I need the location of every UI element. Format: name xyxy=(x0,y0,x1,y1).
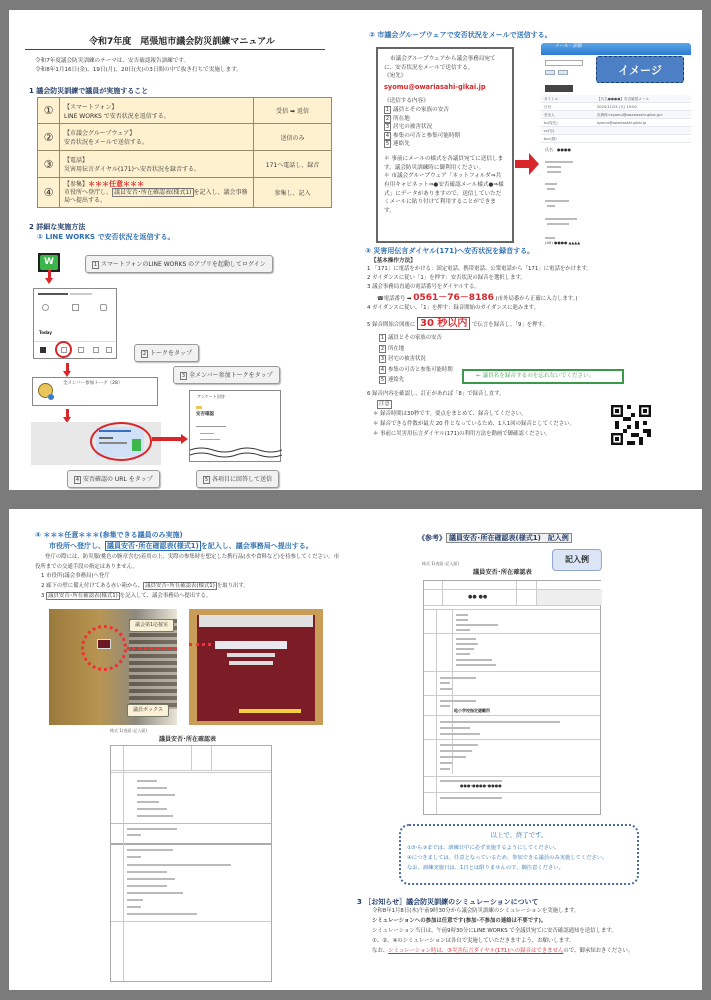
item-number: 5 xyxy=(385,141,390,148)
mail-field-label: 差出人 xyxy=(544,113,555,117)
task-action: 参集し、記入 xyxy=(254,178,332,208)
survey-header: アンケート回答 xyxy=(197,394,225,399)
task-label: 【電話】 xyxy=(64,157,89,164)
mail-field-value: 【氏名●●●●】安否確認メール xyxy=(597,97,650,101)
item-number: 2 xyxy=(385,115,390,122)
room-label: 議会第1応接室 xyxy=(129,619,174,632)
mail-instructions-box xyxy=(376,47,514,243)
mail-body-name: 氏名：●●●● xyxy=(545,147,571,152)
content-item xyxy=(384,132,506,141)
arrow-down-icon xyxy=(45,278,53,284)
task-number: ② xyxy=(38,124,60,151)
sim-text: なお、 xyxy=(372,948,389,954)
arrow-right-shaft xyxy=(152,437,182,441)
task-text: LINE WORKS で安否状況を返信する。 xyxy=(64,112,170,120)
task-row xyxy=(38,124,332,151)
record-item-text: 所在地 xyxy=(388,345,405,352)
content-item-text: 所在地 xyxy=(393,115,410,122)
step-5-callout xyxy=(196,470,279,488)
record-item-text: 議員とその家族の安否 xyxy=(388,335,442,341)
op-5-text: 5 録音開始合図後に xyxy=(367,322,416,328)
task-action: 送信のみ xyxy=(254,124,332,151)
item-number: 5 xyxy=(380,377,385,384)
sim-text: ので、御承知おきください。 xyxy=(563,948,634,954)
end-line: なお、訓練実施日は、1日とは限りませんので、御注意ください。 xyxy=(407,865,564,872)
step-number: 1 xyxy=(93,262,98,268)
contents-label: 《送信する内容》 xyxy=(384,98,429,105)
step-2-callout xyxy=(134,344,199,362)
op-6: 6 録音内容を確認し、訂正があれば「8」で録音し直す。 xyxy=(367,391,505,397)
step-text: スマートフォンのLINE WORKS のアプリを起動してログイン xyxy=(101,261,266,268)
form-title: 議員安否･所在確認表 xyxy=(473,569,532,576)
intro-line-1: 令和7年度議会防災訓練のテーマは、安否確認報告訓練です。 xyxy=(35,58,190,64)
end-line: ④につきましては、任意となっているため、参加できる議員のみ実施してください。 xyxy=(407,855,608,862)
item-number: 3 xyxy=(385,124,390,131)
task-text: 市役所へ登庁し、 xyxy=(64,189,113,197)
step-text: 安否確認の URL をタップ xyxy=(83,476,153,483)
sim-line-3: シミュレーション当日は、午前9時30分にLINE WORKS で全議員宛てに安否確認通知を送信します。 xyxy=(372,928,617,934)
section3-heading: 3 ［お知らせ］議会防災訓練のシミュレーションについて xyxy=(357,898,539,906)
attendance-paragraph: 登庁の際には、防災服(桃色の腕章含む)着用の上、実際の参集時を想定した携行品(水や食料など)を持参してください。市役所までの交通手段の指定はありません。 xyxy=(35,554,340,570)
content-item xyxy=(384,106,506,115)
content-item xyxy=(384,115,506,124)
step-number: 3 xyxy=(181,373,186,379)
sim-warning: シミュレーション時は、③災害伝言ダイヤル(171)への録音はできません xyxy=(388,948,564,954)
caution-1: ＊ 録音時間は30秒です。要点をまとめて、録音してください。 xyxy=(373,411,527,417)
page-4 xyxy=(355,509,702,990)
mail-note: ＊ 事前にメールの様式を各議員宛てに送信します。議会防災訓練時に御利用ください。 xyxy=(384,156,504,171)
task-row xyxy=(38,178,332,208)
form-phone-value: ●●●-●●●●-●●●● xyxy=(460,783,502,788)
task-action: 171へ電話し、録音 xyxy=(254,151,332,178)
content-item-text: 参集の可否と参集可能時期 xyxy=(393,132,461,139)
form-caption: 様式 1(表面･記入面) xyxy=(110,728,147,733)
phone-note: (市外局番から正確に入力します。) xyxy=(495,296,578,302)
step-4-callout xyxy=(67,470,160,488)
task-number: ④ xyxy=(38,178,60,208)
mail-header-row xyxy=(541,103,691,111)
phone-number: 0561－76－8186 xyxy=(413,293,494,303)
reminder-box: ← 議員名を録音するのを忘れないでください。 xyxy=(462,369,624,384)
doc-title: 令和7年度 尾張旭市議会防災訓練マニュアル xyxy=(89,37,275,47)
mail-field-label: cc(写) xyxy=(544,129,555,133)
form-caption: 様式 1(表面･記入面) xyxy=(422,561,459,566)
sim-line-5 xyxy=(372,948,633,956)
task-row xyxy=(38,98,332,124)
end-note-box xyxy=(399,824,639,885)
basic-ops-label: 【基本操作方法】 xyxy=(371,258,416,264)
content-item-text: 居宅の被害状況 xyxy=(393,124,433,131)
record-item xyxy=(379,344,453,355)
content-item xyxy=(384,140,506,149)
op-3: 3 議会事務局直通の電話番号をダイヤルする。 xyxy=(367,284,480,290)
content-item-text: 連絡先 xyxy=(393,141,410,148)
mail-field-label: to(宛先) xyxy=(544,121,558,125)
step-number: 5 xyxy=(204,477,209,483)
step-text: 各項目に回答して送信 xyxy=(212,476,273,483)
item-number: 4 xyxy=(380,366,385,373)
mailbox-photo xyxy=(189,609,323,725)
step-text: トークをタップ xyxy=(150,350,193,357)
page-2 xyxy=(355,10,702,490)
sim-line-1: 令和8年1月8日(木)午前9時30分から議会防災訓練のシミュレーションを実施します。 xyxy=(372,908,580,914)
form-name-box: 議員安否･所在確認表(様式1) xyxy=(145,583,215,589)
sub4-text: を記入し、議会事務局へ提出する。 xyxy=(200,542,313,550)
mail-header-row xyxy=(541,135,691,143)
talk-tab-highlight xyxy=(55,341,72,358)
blank-form xyxy=(110,745,272,982)
record-items xyxy=(379,333,453,386)
to-label: 《宛先》 xyxy=(384,73,407,80)
talk-room-item xyxy=(32,377,158,406)
mail-field-label: bcc(隠) xyxy=(544,137,557,141)
reference-form-name: 議員安否･所在確認表(様式1) 記入例 xyxy=(446,533,572,543)
chat-message-screenshot xyxy=(31,422,161,465)
phone-label: ☎電話番号 ➡ xyxy=(377,296,412,302)
task-desc xyxy=(60,98,254,124)
mail-screenshot xyxy=(541,43,699,273)
survey-screenshot xyxy=(189,390,281,462)
caution-label: 注意 xyxy=(379,401,390,407)
form-name-box: 議員安否･所在確認表(様式1) xyxy=(107,542,199,550)
intro-line-2: 令和8年1月16日(金)、19日(月)、20日(火)の3日間の中で抜き打ちで実施します。 xyxy=(35,67,242,73)
title-underline xyxy=(25,49,325,50)
sub4-line xyxy=(49,541,313,551)
op-1: 1 「171」に電話をかける：固定電話、携帯電話、公衆電話から「171」に電話をかけます。 xyxy=(367,266,592,272)
mail-header-row xyxy=(541,111,691,119)
step-2: 2 廊下の壁に備え付けてある赤い箱から、 議員安否･所在確認表(様式1) を取り出す。 xyxy=(41,583,249,589)
record-item xyxy=(379,365,453,376)
sim-line-4: ①、②、④のシミュレーションは各自で実施していただきますよう、お願いします。 xyxy=(372,938,575,944)
sub3-heading: ③ 災害用伝言ダイヤル(171)へ安否状況を録音する。 xyxy=(365,247,535,255)
record-item-text: 参集の可否と参集可能時期 xyxy=(388,366,453,373)
task-number: ① xyxy=(38,98,60,124)
end-line: ①から③までは、訓練日中に必ず実施するようにしてください。 xyxy=(407,845,560,852)
caution-3: ＊ 事前に災害用伝言ダイヤル(171)の利用方法を動画で御確認ください。 xyxy=(373,431,551,437)
step-number: 4 xyxy=(75,477,80,483)
task-desc xyxy=(60,124,254,151)
today-label: Today xyxy=(39,330,52,335)
end-title: 以上で、終了です。 xyxy=(490,831,548,839)
mail-window-titlebar xyxy=(541,43,691,55)
hallway-photo xyxy=(49,609,177,725)
mail-field-value: 2025/11/25 (火) 15:00 xyxy=(597,105,637,109)
task-row xyxy=(38,151,332,178)
step-text: 全メンバー参加トークをタップ xyxy=(189,372,273,379)
item-number: 4 xyxy=(385,132,390,139)
sub2-heading: ② 市議会グループウェアで安否状況をメールで送信する。 xyxy=(369,31,552,39)
task-desc xyxy=(60,178,254,208)
mail-field-value: syomu@owariasahi-gikai.jp xyxy=(597,121,647,125)
mail-intro: 市議会グループウェアから議会事務局宛てに、安否状況をメールで送信する。 xyxy=(384,56,496,71)
task-text: を記入し、議会事務局へ提出する。 xyxy=(64,189,248,204)
step-3-callout xyxy=(173,366,280,384)
item-number: 3 xyxy=(380,356,385,363)
form-name-value: ●● ●● xyxy=(468,594,488,600)
caution-2: ＊ 録音できる件数が最大 20 件となっているため、1人1回の録音としてください。 xyxy=(373,421,575,427)
sub1-heading: ① LINE WORKS で安否状況を返信する。 xyxy=(37,233,175,241)
form-name-box: 議員安否･所在確認表(様式1) xyxy=(48,593,118,599)
item-number: 2 xyxy=(380,345,385,352)
wavy-cut-icon xyxy=(190,446,282,460)
page-3 xyxy=(9,509,355,990)
op-5-text: で伝言を録音し、「9」を押す。 xyxy=(472,322,548,328)
arrow-right-icon xyxy=(529,153,539,175)
talk-name: 全メンバー参加トーク（28） xyxy=(63,381,123,386)
mail-note: ＊ 市議会グループウェア「ネットフォルダ⇒共有用キャビネット⇒●安否確認メール様式●⇒様式」にデータがありますので、送信していただくメールに貼り付けて利用することができます。 xyxy=(384,173,504,215)
sub4-heading: ④ ＊＊＊任意＊＊＊(参集できる議員のみ実施) xyxy=(35,531,183,539)
content-item xyxy=(384,123,506,132)
step-1-callout xyxy=(85,255,273,273)
sub4-text: 市役所へ登庁し、 xyxy=(49,542,105,550)
sample-form xyxy=(423,580,601,815)
task-action: 受信 ➡ 返信 xyxy=(254,98,332,124)
task-desc xyxy=(60,151,254,178)
step-number: 2 xyxy=(142,351,147,357)
mail-window-title: メール - 詳細 xyxy=(555,44,582,49)
item-number: 1 xyxy=(380,335,385,341)
time-limit-highlight: 30 秒以内 xyxy=(417,317,470,330)
reference-heading xyxy=(418,533,572,543)
app-icon-letter: W xyxy=(40,255,58,270)
task-number: ③ xyxy=(38,151,60,178)
qr-code-icon[interactable] xyxy=(611,405,651,445)
task-label: 【市議会グループウェア】 xyxy=(64,130,136,137)
mail-body-phone: (00) ●●●● ▲▲▲▲ xyxy=(545,240,581,245)
step-3: 3 議員安否･所在確認表(様式1) を記入して、議会事務局へ提出する。 xyxy=(41,593,212,599)
reference-prefix: 《参考》 xyxy=(418,534,446,542)
mail-field-label: タイトル xyxy=(544,97,559,101)
record-item xyxy=(379,375,453,386)
task-text: 安否状況をメールで送信する。 xyxy=(64,139,148,146)
record-item xyxy=(379,333,453,344)
sample-badge: 記入例 xyxy=(552,549,602,571)
form-title: 議員安否･所在確認表 xyxy=(159,736,217,743)
destination-email: syomu@owariasahi-gikai.jp xyxy=(384,82,486,91)
survey-title: 安否確認 xyxy=(196,412,214,417)
op-2: 2 ガイダンスに従い「1」を押す：安否状況の録音を選択します。 xyxy=(367,275,526,281)
task-table xyxy=(37,97,332,208)
op-4: 4 ガイダンスに従い、「1」を押す：録音開始のガイダンスに進みます。 xyxy=(367,305,540,311)
section2-heading: 2 詳細な実施方法 xyxy=(29,223,86,231)
sim-line-2: シミュレーションへの参加は任意です(参加･不参加の連絡は不要です)。 xyxy=(372,918,547,924)
task-label: 【スマートフォン】 xyxy=(64,103,118,111)
optional-mark: ＊＊＊任意＊＊＊ xyxy=(88,180,145,188)
form-name-box: 議員安否･所在確認表(様式1) xyxy=(114,189,192,197)
image-badge: イメージ xyxy=(596,56,684,83)
mail-field-value: 庶務係<syomu@owariasahi-gikai.jp> xyxy=(597,113,663,117)
record-item-text: 連絡先 xyxy=(388,377,405,384)
box-label: 議員ボックス xyxy=(127,704,169,717)
mail-header-row xyxy=(541,95,691,103)
page-1 xyxy=(9,10,355,490)
item-number: 1 xyxy=(385,106,390,113)
section1-heading: 1 議会防災訓練で議員が実施すること xyxy=(29,87,149,95)
task-label: 【参集】 xyxy=(64,181,89,188)
record-item xyxy=(379,354,453,365)
highlight-circle xyxy=(81,625,127,671)
mail-field-label: 日付 xyxy=(544,105,552,109)
mail-header-row xyxy=(541,119,691,127)
step-1: 1 市役所(議会事務局)へ登庁 xyxy=(41,573,110,579)
record-item-text: 居宅の被害状況 xyxy=(388,356,426,363)
arrow-right-icon xyxy=(181,434,188,444)
mail-header-row xyxy=(541,127,691,135)
url-highlight xyxy=(90,422,152,461)
phone-line xyxy=(377,292,578,305)
op-5 xyxy=(367,317,548,332)
phone-home-screenshot xyxy=(33,288,117,359)
content-item-text: 議員とその家族の安否 xyxy=(393,106,449,113)
form-shelter-value: 地小学校指定避難所 xyxy=(454,708,490,713)
task-text: 災害用伝言ダイヤル(171)へ安否状況を録音する。 xyxy=(64,166,200,173)
